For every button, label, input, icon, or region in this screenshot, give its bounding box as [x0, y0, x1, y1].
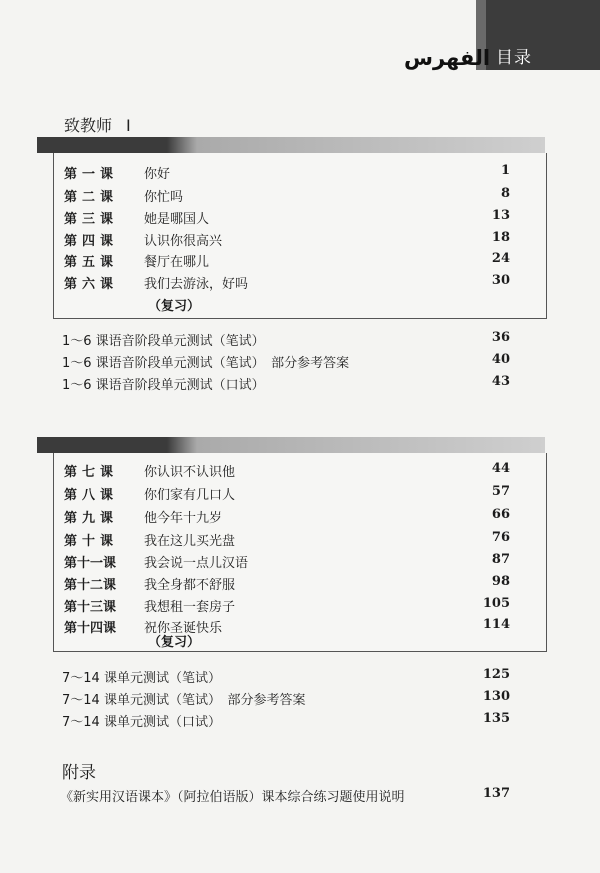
lesson-3[interactable] — [64, 208, 510, 228]
lesson-2[interactable] — [64, 186, 510, 206]
lesson-12[interactable] — [64, 574, 510, 594]
test-page: 40 — [491, 352, 510, 367]
lesson-number: 第二课 — [64, 190, 119, 205]
appendix-item-page: 137 — [482, 786, 510, 801]
lesson-number: 第六课 — [64, 277, 119, 292]
lesson-number: 第一课 — [64, 167, 119, 182]
test-title: 1～6 课语音阶段单元测试（笔试） — [62, 334, 265, 349]
lesson-page: 87 — [491, 552, 510, 567]
appendix-entry[interactable] — [60, 786, 510, 806]
lesson-number: 第十二课 — [64, 578, 117, 593]
review-label[interactable]: （复习） — [148, 635, 201, 650]
lesson-4[interactable] — [64, 230, 510, 250]
lesson-number: 第九课 — [64, 511, 119, 526]
lesson-number: 第四课 — [64, 234, 119, 249]
teacher-page: I — [126, 116, 131, 135]
test-page: 36 — [491, 330, 510, 345]
test-page: 135 — [482, 711, 510, 726]
lesson-page: 76 — [491, 530, 510, 545]
test-entry[interactable] — [62, 352, 510, 372]
header-tab — [476, 0, 600, 70]
test-page: 130 — [482, 689, 510, 704]
test-entry[interactable] — [62, 711, 510, 731]
lesson-page: 66 — [491, 507, 510, 522]
lesson-1[interactable] — [64, 163, 510, 183]
lesson-page: 13 — [491, 208, 510, 223]
lesson-9[interactable] — [64, 507, 510, 527]
lesson-6[interactable] — [64, 273, 510, 293]
lesson-page: 44 — [491, 461, 510, 476]
test-entry[interactable] — [62, 330, 510, 350]
teacher-entry[interactable] — [64, 113, 131, 136]
lesson-8[interactable] — [64, 484, 510, 504]
test-entry[interactable] — [62, 667, 510, 687]
test-title: 1～6 课语音阶段单元测试（笔试） 部分参考答案 — [62, 356, 350, 371]
test-title: 1～6 课语音阶段单元测试（口试） — [62, 378, 265, 393]
lesson-title: 你忙吗 — [144, 190, 184, 205]
review-label[interactable]: （复习） — [148, 299, 201, 314]
lesson-title: 我在这儿买光盘 — [144, 534, 236, 549]
test-page: 43 — [491, 374, 510, 389]
lesson-10[interactable] — [64, 530, 510, 550]
lesson-page: 8 — [500, 186, 510, 201]
lesson-title: 你好 — [144, 167, 171, 182]
lesson-title: 她是哪国人 — [144, 212, 210, 227]
test-title: 7～14 课单元测试（口试） — [62, 715, 221, 730]
lesson-page: 1 — [500, 163, 510, 178]
lesson-number: 第八课 — [64, 488, 119, 503]
lesson-page: 114 — [482, 617, 510, 632]
lesson-title: 他今年十九岁 — [144, 511, 223, 526]
lesson-page: 98 — [491, 574, 510, 589]
test-entry[interactable] — [62, 374, 510, 394]
test-page: 125 — [482, 667, 510, 682]
lesson-7[interactable] — [64, 461, 510, 481]
lesson-13[interactable] — [64, 596, 510, 616]
header-tab-label: 目录 — [496, 48, 532, 68]
lesson-number: 第十四课 — [64, 621, 117, 636]
test-title: 7～14 课单元测试（笔试） — [62, 671, 221, 686]
teacher-label: 致教师 — [64, 116, 113, 135]
lesson-5[interactable] — [64, 251, 510, 271]
lesson-number: 第三课 — [64, 212, 119, 227]
test-entry[interactable] — [62, 689, 510, 709]
lesson-title: 认识你很高兴 — [144, 234, 223, 249]
lesson-title: 我会说一点儿汉语 — [144, 556, 249, 571]
appendix-title: 附录 — [62, 763, 96, 783]
lesson-page: 57 — [491, 484, 510, 499]
lesson-title: 我们去游泳，好吗 — [144, 277, 249, 292]
lesson-title: 你们家有几口人 — [144, 488, 236, 503]
lesson-14[interactable] — [64, 617, 510, 637]
lesson-title: 你认识不认识他 — [144, 465, 236, 480]
lesson-number: 第七课 — [64, 465, 119, 480]
lesson-page: 18 — [491, 230, 510, 245]
section-2-bar — [37, 437, 545, 453]
arabic-title: الفهرس — [404, 46, 491, 70]
lesson-title: 祝你圣诞快乐 — [144, 621, 223, 636]
lesson-number: 第十课 — [64, 534, 119, 549]
lesson-title: 我全身都不舒服 — [144, 578, 236, 593]
lesson-number: 第十一课 — [64, 556, 117, 571]
appendix-item-title: 《新实用汉语课本》（阿拉伯语版）课本综合练习题使用说明 — [60, 790, 405, 805]
lesson-page: 105 — [482, 596, 510, 611]
lesson-page: 24 — [491, 251, 510, 266]
lesson-number: 第十三课 — [64, 600, 117, 615]
lesson-page: 30 — [491, 273, 510, 288]
lesson-number: 第五课 — [64, 255, 119, 270]
lesson-11[interactable] — [64, 552, 510, 572]
lesson-title: 我想租一套房子 — [144, 600, 236, 615]
lesson-title: 餐厅在哪儿 — [144, 255, 210, 270]
test-title: 7～14 课单元测试（笔试） 部分参考答案 — [62, 693, 306, 708]
section-1-bar — [37, 137, 545, 153]
